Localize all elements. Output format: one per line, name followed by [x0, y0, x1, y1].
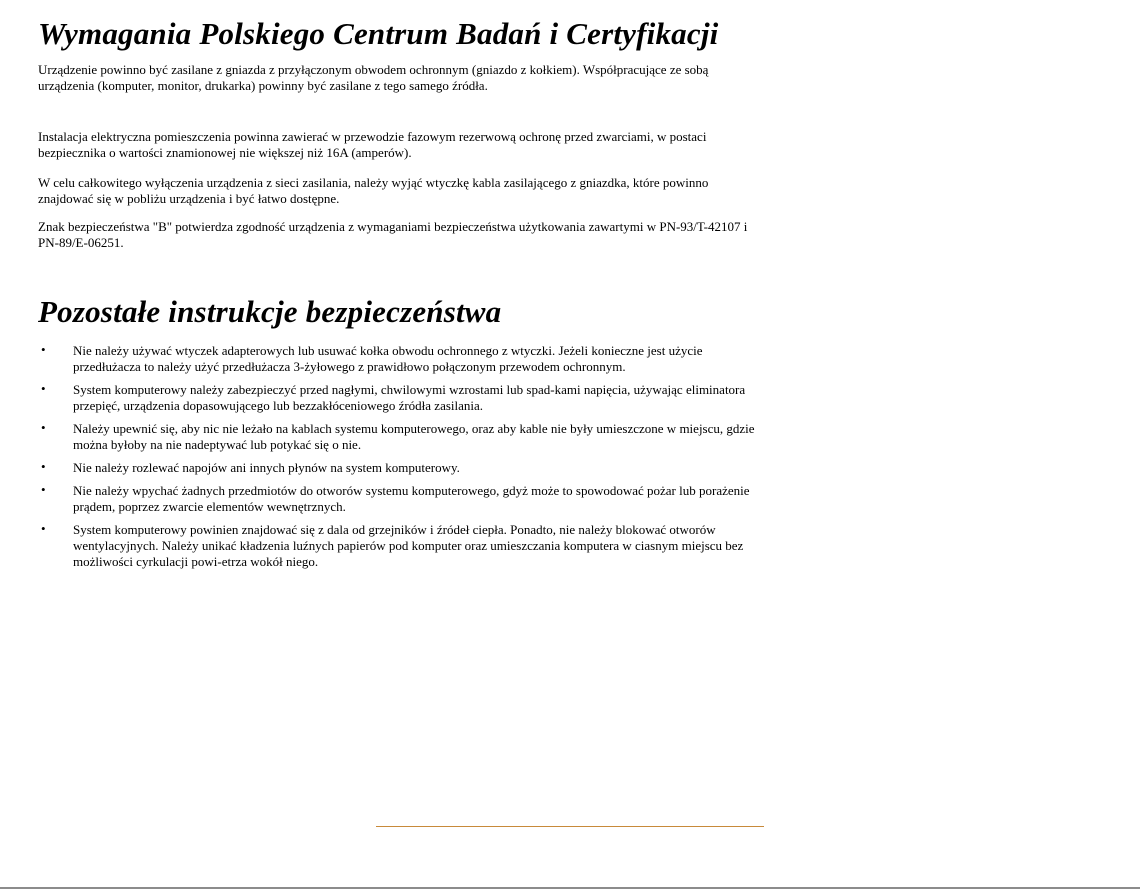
list-item [38, 343, 778, 375]
list-item [38, 421, 778, 453]
list-item [38, 460, 778, 476]
list-item-text: System komputerowy powinien znajdować się z dala od grzejników i źródeł ciepła. Ponadto, nie należy blokować otworów wentylacyjnych. Należy unikać kładzenia luźnych papierów pod komputer oraz umieszczania komputera w ciasnym miejscu bez możliwości cyrkulacji powi-etrza wokół niego. [73, 522, 744, 569]
list-item-text: Nie należy używać wtyczek adapterowych lub usuwać kołka obwodu ochronnego z wtyczki. Jeżeli konieczne jest użycie przedłużacza to należy użyć przedłużacza 3-żyłowego z prawidłowo połączonym przewodem ochronnym. [73, 343, 703, 374]
list-item-text: Nie należy wpychać żadnych przedmiotów do otworów systemu komputerowego, gdyż może to spowodować pożar lub porażenie prądem, poprzez zwarcie elementów wewnętrznych. [73, 483, 750, 514]
bullet-icon: • [41, 420, 46, 435]
bullet-icon: • [41, 381, 46, 396]
bullet-icon: • [41, 459, 46, 474]
bullet-icon: • [41, 482, 46, 497]
bullet-icon: • [41, 342, 46, 357]
list-item-text: Należy upewnić się, aby nic nie leżało na kablach systemu komputerowego, oraz aby kable nie były umieszczone w miejscu, gdzie można byłoby na nie nadeptywać lub potykać się o nie. [73, 421, 755, 452]
other-safety-instructions-heading: Pozostałe instrukcje bezpieczeństwa [38, 294, 502, 329]
paragraph-fuse-protection: Instalacja elektryczna pomieszczenia powinna zawierać w przewodzie fazowym rezerwową ochronę przed zwarciami, w postaci bezpiecznika o wartości znamionowej nie większej niż 16A (amperów). [38, 129, 707, 160]
paragraph-disconnect-power: W celu całkowitego wyłączenia urządzenia z sieci zasilania, należy wyjąć wtyczkę kabla zasilającego z gniazdka, które powinno znajdować się w pobliżu urządzenia i być łatwo dostępne. [38, 175, 709, 206]
bottom-divider-line [0, 887, 1140, 889]
paragraph-safety-mark-b: Znak bezpieczeństwa "B" potwierdza zgodność urządzenia z wymaganiami bezpieczeństwa użytkowania zawartymi w PN-93/T-42107 i PN-89/E-06251. [38, 219, 748, 250]
footer-separator-line [376, 826, 764, 827]
list-item-text: System komputerowy należy zabezpieczyć przed nagłymi, chwilowymi wzrostami lub spad-kami napięcia, używając eliminatora przepięć, urządzenia dopasowującego lub bezzakłóceniowego źródła zasilania. [73, 382, 746, 413]
paragraph-grounded-outlet: Urządzenie powinno być zasilane z gniazda z przyłączonym obwodem ochronnym (gniazdo z kołkiem). Współpracujące ze sobą urządzenia (komputer, monitor, drukarka) powinny być zasilane z tego samego źródła. [38, 62, 709, 93]
list-item-text: Nie należy rozlewać napojów ani innych płynów na system komputerowy. [73, 460, 460, 475]
safety-instructions-list [38, 343, 778, 570]
list-item [38, 483, 778, 515]
pcbc-requirements-heading: Wymagania Polskiego Centrum Badań i Certyfikacji [38, 16, 719, 51]
bullet-icon: • [41, 521, 46, 536]
list-item [38, 522, 778, 570]
list-item [38, 382, 778, 414]
